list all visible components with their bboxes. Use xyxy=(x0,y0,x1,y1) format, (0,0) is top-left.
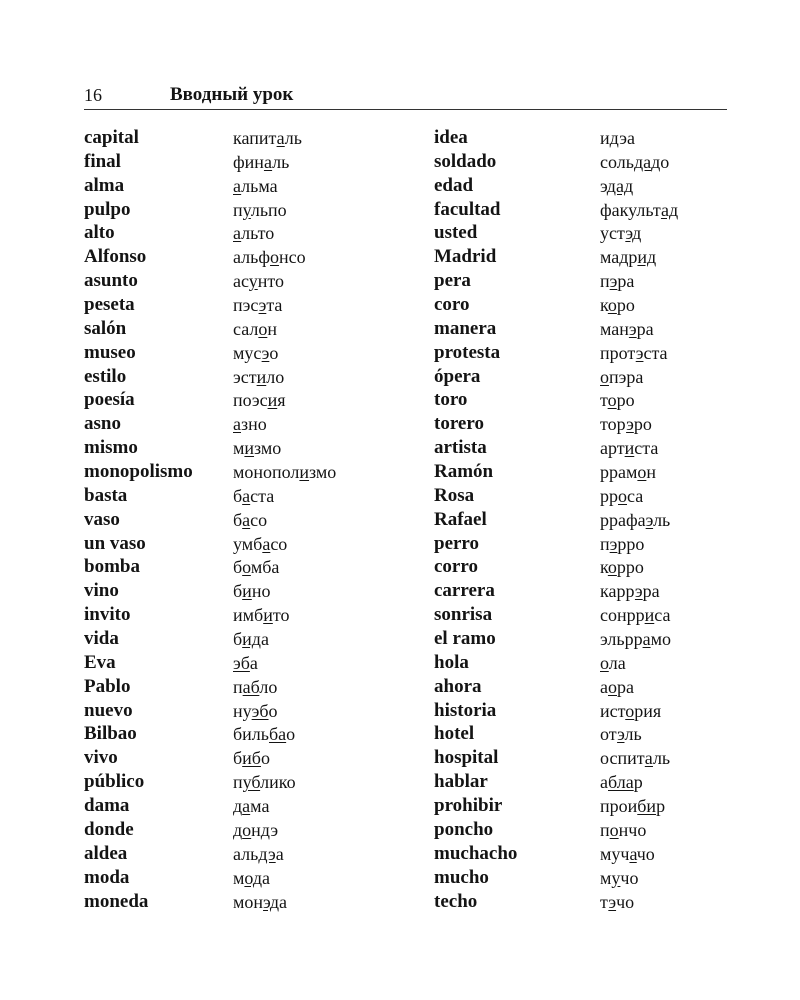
stress-mark: о xyxy=(270,247,280,268)
vocabulary-row xyxy=(84,603,727,627)
vocabulary-row xyxy=(84,174,727,198)
spanish-word: vino xyxy=(84,580,119,602)
stress-mark: о xyxy=(600,366,609,387)
russian-transcription: капиталь xyxy=(233,128,302,148)
spanish-word: vida xyxy=(84,628,119,650)
vocabulary-row xyxy=(84,699,727,723)
stress-mark: э xyxy=(645,509,654,530)
russian-transcription: альфонсо xyxy=(233,247,306,268)
stress-mark: э xyxy=(628,318,637,339)
spanish-word: Alfonso xyxy=(84,246,147,268)
stress-mark: э xyxy=(261,342,270,363)
stress-mark: эд xyxy=(625,223,642,244)
vocabulary-row xyxy=(84,532,727,556)
spanish-word: facultad xyxy=(434,198,501,220)
stress-mark: и xyxy=(644,605,655,626)
russian-transcription: торо xyxy=(600,390,635,411)
spanish-word: hola xyxy=(434,651,469,673)
spanish-word: aldea xyxy=(84,842,128,864)
russian-transcription: дама xyxy=(233,796,270,817)
stress-mark: э xyxy=(609,271,618,292)
stress-mark: э xyxy=(609,533,618,554)
spanish-word: ópera xyxy=(434,365,481,387)
vocabulary-row xyxy=(84,341,727,365)
spanish-word: Eva xyxy=(84,651,116,673)
vocabulary-row xyxy=(84,388,727,412)
stress-mark: и xyxy=(267,390,278,411)
spanish-word: sonrisa xyxy=(434,604,493,626)
spanish-word: hablar xyxy=(434,771,488,793)
russian-transcription: факультад xyxy=(600,199,679,220)
russian-transcription: протэста xyxy=(600,342,668,363)
vocabulary-row xyxy=(84,436,727,460)
page-header xyxy=(84,83,727,110)
spanish-word: Ramón xyxy=(434,461,494,483)
spanish-word: asno xyxy=(84,413,121,435)
stress-mark: о xyxy=(242,557,251,578)
spanish-word: torero xyxy=(434,413,484,435)
russian-transcription: артиста xyxy=(600,438,659,459)
vocabulary-row xyxy=(84,365,727,389)
vocabulary-row xyxy=(84,794,727,818)
spanish-word: donde xyxy=(84,818,134,840)
spanish-word: capital xyxy=(84,127,139,148)
russian-transcription: проибир xyxy=(600,796,666,817)
spanish-word: un vaso xyxy=(84,532,146,554)
vocabulary-row xyxy=(84,770,727,794)
stress-mark: а xyxy=(262,533,271,554)
spanish-word: Madrid xyxy=(434,246,497,268)
russian-transcription: ррoса xyxy=(600,485,644,506)
vocabulary-table xyxy=(84,126,727,913)
stress-mark: д xyxy=(609,128,620,148)
stress-mark: а xyxy=(242,485,251,506)
spanish-word: edad xyxy=(434,174,474,196)
stress-mark: а xyxy=(233,223,242,244)
vocabulary-row xyxy=(84,555,727,579)
spanish-word: corro xyxy=(434,556,478,578)
vocabulary-row xyxy=(84,412,727,436)
russian-transcription: ола xyxy=(600,652,626,673)
stress-mark: о xyxy=(607,557,617,578)
russian-transcription: баста xyxy=(233,485,275,506)
stress-mark: эб xyxy=(233,652,250,673)
spanish-word: nuevo xyxy=(84,699,133,721)
stress-mark: о xyxy=(242,819,252,840)
spanish-word: invito xyxy=(84,604,131,626)
vocabulary-row xyxy=(84,890,727,914)
stress-mark: и xyxy=(624,438,635,459)
russian-transcription: пэсэта xyxy=(233,295,283,316)
stress-mark: би xyxy=(637,796,657,817)
vocabulary-row xyxy=(84,293,727,317)
russian-transcription: басо xyxy=(233,509,268,530)
spanish-word: artista xyxy=(434,437,487,459)
russian-transcription: публико xyxy=(233,772,296,793)
spanish-word: historia xyxy=(434,699,497,721)
stress-mark: эд xyxy=(263,891,279,912)
stress-mark: дад xyxy=(606,175,634,196)
russian-transcription: дондэ xyxy=(233,819,279,840)
spanish-word: moneda xyxy=(84,890,149,912)
russian-transcription: финаль xyxy=(233,151,290,172)
russian-transcription: монополизмо xyxy=(233,462,337,483)
russian-transcription: аблар xyxy=(600,772,643,793)
vocabulary-row xyxy=(84,579,727,603)
stress-mark: уб xyxy=(242,772,261,793)
russian-transcription: мизмо xyxy=(233,438,282,459)
spanish-word: usted xyxy=(434,222,478,244)
stress-mark: о xyxy=(607,295,617,316)
stress-mark: и xyxy=(242,581,252,602)
russian-transcription: сольдадо xyxy=(600,151,670,172)
russian-transcription: ррамон xyxy=(600,462,657,483)
stress-mark: аб xyxy=(242,676,260,697)
stress-mark: и xyxy=(256,366,267,387)
russian-transcription: пэрро xyxy=(600,533,645,554)
stress-mark: о xyxy=(609,819,619,840)
spanish-word: pera xyxy=(434,270,471,292)
russian-transcription: поэсия xyxy=(233,390,286,411)
stress-mark: o xyxy=(618,485,627,506)
russian-transcription: пэра xyxy=(600,271,635,292)
spanish-word: hospital xyxy=(434,747,499,769)
russian-transcription: оспиталь xyxy=(600,748,671,769)
spanish-word: manera xyxy=(434,317,497,339)
stress-mark: ба xyxy=(268,724,287,745)
vocabulary-row xyxy=(84,198,727,222)
vocabulary-row xyxy=(84,722,727,746)
spanish-word: idea xyxy=(434,127,468,148)
vocabulary-row xyxy=(84,627,727,651)
spanish-word: monopolismo xyxy=(84,461,193,483)
stress-mark: э xyxy=(635,342,644,363)
spanish-word: vaso xyxy=(84,508,120,530)
russian-transcription: мучачо xyxy=(600,843,655,864)
stress-mark: ид xyxy=(637,247,657,268)
spanish-word: protesta xyxy=(434,341,501,363)
spanish-word: prohibir xyxy=(434,795,503,817)
stress-mark: э xyxy=(258,295,267,316)
russian-transcription: устэд xyxy=(600,223,642,244)
stress-mark: о xyxy=(637,462,647,483)
spanish-word: pulpo xyxy=(84,198,131,220)
russian-transcription: история xyxy=(600,700,662,721)
stress-mark: иб xyxy=(242,748,261,769)
spanish-word: mismo xyxy=(84,437,138,459)
stress-mark: ид xyxy=(242,629,261,650)
spanish-word: poesía xyxy=(84,389,135,411)
vocabulary-row xyxy=(84,150,727,174)
stress-mark: од xyxy=(244,867,263,888)
vocabulary-row xyxy=(84,245,727,269)
stress-mark: о xyxy=(607,390,617,411)
stress-mark: а xyxy=(276,128,285,148)
spanish-word: poncho xyxy=(434,818,494,840)
spanish-word: Bilbao xyxy=(84,723,137,745)
spanish-word: mucho xyxy=(434,866,489,888)
russian-transcription: мода xyxy=(233,867,271,888)
vocabulary-row xyxy=(84,842,727,866)
spanish-word: toro xyxy=(434,389,468,411)
spanish-word: soldado xyxy=(434,150,497,172)
russian-transcription: эльррамо xyxy=(600,629,671,650)
vocabulary-row xyxy=(84,460,727,484)
russian-transcription: мучо xyxy=(600,867,639,888)
stress-mark: а xyxy=(233,414,241,435)
stress-mark: а xyxy=(642,629,651,650)
spanish-word: Rafael xyxy=(434,508,487,530)
russian-transcription: монэда xyxy=(233,891,287,912)
vocabulary-row xyxy=(84,651,727,675)
russian-transcription: корро xyxy=(600,557,644,578)
russian-transcription: бильбао xyxy=(233,724,296,745)
spanish-word: hotel xyxy=(434,723,475,745)
spanish-word: bomba xyxy=(84,556,140,578)
russian-transcription: эдад xyxy=(600,175,634,196)
russian-transcription: бомба xyxy=(233,557,280,578)
russian-transcription: бино xyxy=(233,581,271,602)
russian-transcription: опэра xyxy=(600,366,644,387)
spanish-word: peseta xyxy=(84,294,135,316)
stress-mark: э xyxy=(608,891,617,912)
spanish-word: basta xyxy=(84,484,128,506)
spanish-word: Pablo xyxy=(84,675,131,697)
russian-transcription: альто xyxy=(233,223,275,244)
spanish-word: museo xyxy=(84,341,136,363)
russian-transcription: нуэбо xyxy=(233,700,278,721)
stress-mark: а xyxy=(263,151,273,172)
stress-mark: у xyxy=(611,867,621,888)
russian-transcription: мусэо xyxy=(233,342,279,363)
spanish-word: coro xyxy=(434,294,470,316)
spanish-word: moda xyxy=(84,866,130,888)
russian-transcription: умбасо xyxy=(233,533,288,554)
russian-transcription: пабло xyxy=(233,676,278,697)
russian-transcription: имбито xyxy=(233,605,290,626)
russian-transcription: асунто xyxy=(233,271,285,292)
russian-transcription: ррафаэль xyxy=(600,509,671,530)
vocabulary-row xyxy=(84,126,727,150)
russian-transcription: азно xyxy=(233,414,267,435)
russian-transcription: эба xyxy=(233,652,258,673)
stress-mark: у xyxy=(242,199,251,220)
stress-mark: о xyxy=(258,318,268,339)
spanish-word: vivo xyxy=(84,747,118,769)
stress-mark: а xyxy=(233,175,242,196)
stress-mark: э xyxy=(626,414,634,435)
spanish-word: dama xyxy=(84,795,130,817)
stress-mark: эб xyxy=(251,700,269,721)
russian-transcription: альма xyxy=(233,175,278,196)
spanish-word: salón xyxy=(84,317,127,339)
stress-mark: да xyxy=(633,151,652,172)
page-number: 16 xyxy=(84,85,102,105)
russian-transcription: пульпо xyxy=(233,199,287,220)
stress-mark: и xyxy=(299,462,310,483)
stress-mark: э xyxy=(617,724,625,745)
vocabulary-row xyxy=(84,675,727,699)
spanish-word: carrera xyxy=(434,580,495,602)
vocabulary-row xyxy=(84,866,727,890)
russian-transcription: манэра xyxy=(600,318,654,339)
russian-transcription: идэа xyxy=(600,128,635,148)
stress-mark: и xyxy=(263,605,273,626)
russian-transcription: бида xyxy=(233,629,269,650)
spanish-word: alto xyxy=(84,222,115,244)
stress-mark: у xyxy=(248,271,258,292)
russian-transcription: отэль xyxy=(600,724,642,745)
russian-transcription: аора xyxy=(600,676,634,697)
stress-mark: э xyxy=(634,581,643,602)
vocabulary-row xyxy=(84,269,727,293)
vocabulary-row xyxy=(84,484,727,508)
russian-transcription: сонрриса xyxy=(600,605,671,626)
stress-mark: о xyxy=(625,700,635,721)
spanish-word: muchacho xyxy=(434,842,518,864)
russian-transcription: эстило xyxy=(233,366,285,387)
spanish-word: Rosa xyxy=(434,484,475,506)
russian-transcription: мадрид xyxy=(600,247,657,268)
vocabulary-row xyxy=(84,818,727,842)
stress-mark: ад xyxy=(660,199,679,220)
russian-transcription: пончо xyxy=(600,819,647,840)
stress-mark: о xyxy=(600,652,609,673)
stress-mark: дэ xyxy=(258,843,276,864)
spanish-word: final xyxy=(84,150,121,172)
russian-transcription: торэро xyxy=(600,414,652,435)
spanish-word: ahora xyxy=(434,675,482,697)
stress-mark: и xyxy=(244,438,255,459)
russian-transcription: бибо xyxy=(233,748,270,769)
vocabulary-row xyxy=(84,317,727,341)
spanish-word: el ramo xyxy=(434,628,496,650)
stress-mark: о xyxy=(608,676,617,697)
stress-mark: бла xyxy=(608,772,634,793)
russian-transcription: альдэа xyxy=(233,843,284,864)
stress-mark: а xyxy=(644,748,653,769)
vocabulary-row xyxy=(84,221,727,245)
spanish-word: alma xyxy=(84,174,125,196)
vocabulary-row xyxy=(84,746,727,770)
spanish-word: perro xyxy=(434,532,480,554)
stress-mark: а xyxy=(242,796,251,817)
russian-transcription: салон xyxy=(233,318,277,339)
russian-transcription: тэчо xyxy=(600,891,635,912)
russian-transcription: каррэра xyxy=(600,581,660,602)
page-title: Вводный урок xyxy=(170,84,294,105)
russian-transcription: коро xyxy=(600,295,635,316)
spanish-word: público xyxy=(84,771,145,793)
spanish-word: techo xyxy=(434,890,478,912)
spanish-word: asunto xyxy=(84,270,138,292)
spanish-word: estilo xyxy=(84,365,127,387)
stress-mark: а xyxy=(242,509,251,530)
stress-mark: а xyxy=(629,843,637,864)
vocabulary-row xyxy=(84,508,727,532)
